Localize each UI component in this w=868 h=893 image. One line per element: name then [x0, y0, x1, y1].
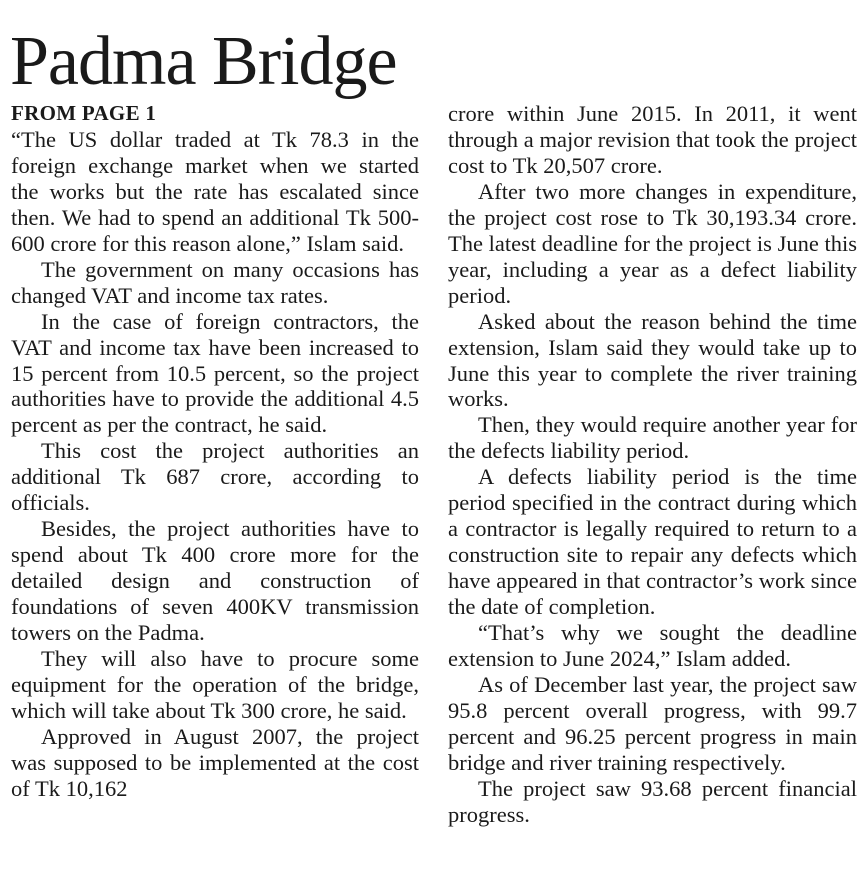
- paragraph: The government on many occasions has changed VAT and income tax rates.: [11, 256, 419, 308]
- paragraph: In the case of foreign contractors, the VAT and income tax have been increased to 15 percent from 10.5 percent, so the project authorities have to provide the additional 4.5 percent as per the contract, he said.: [11, 308, 419, 438]
- paragraph: The project saw 93.68 percent financial progress.: [448, 775, 857, 827]
- paragraph: crore within June 2015. In 2011, it went through a major revision that took the project cost to Tk 20,507 crore.: [448, 101, 857, 178]
- paragraph: This cost the project authorities an additional Tk 687 crore, according to officials.: [11, 438, 419, 516]
- article-column-left: [11, 101, 419, 802]
- paragraph: As of December last year, the project saw 95.8 percent overall progress, with 99.7 percent and 96.25 percent progress in main bridge and river training respectively.: [448, 671, 857, 775]
- paragraph: Asked about the reason behind the time extension, Islam said they would take up to June this year to complete the river training works.: [448, 308, 857, 412]
- paragraph: After two more changes in expenditure, the project cost rose to Tk 30,193.34 crore. The latest deadline for the project is June this year, including a year as a defect liability period.: [448, 178, 857, 308]
- paragraph: “The US dollar traded at Tk 78.3 in the foreign exchange market when we started the works but the rate has escalated since then. We had to spend an additional Tk 500-600 crore for this reason alone,” Islam said.: [11, 126, 419, 256]
- paragraph: Approved in August 2007, the project was supposed to be implemented at the cost of Tk 10,162: [11, 723, 419, 801]
- paragraph: “That’s why we sought the deadline extension to June 2024,” Islam added.: [448, 620, 857, 672]
- headline: Padma Bridge: [10, 23, 397, 100]
- paragraph: A defects liability period is the time period specified in the contract during which a contractor is legally required to return to a construction site to repair any defects which have appeared in that contractor’s work since the date of completion.: [448, 464, 857, 620]
- paragraph: Besides, the project authorities have to spend about Tk 400 crore more for the detailed design and construction of foundations of seven 400KV transmission towers on the Padma.: [11, 516, 419, 646]
- paragraph: Then, they would require another year for the defects liability period.: [448, 412, 857, 464]
- jump-label: FROM PAGE 1: [11, 101, 157, 125]
- article-column-right: [448, 101, 857, 828]
- paragraph: They will also have to procure some equipment for the operation of the bridge, which will take about Tk 300 crore, he said.: [11, 646, 419, 723]
